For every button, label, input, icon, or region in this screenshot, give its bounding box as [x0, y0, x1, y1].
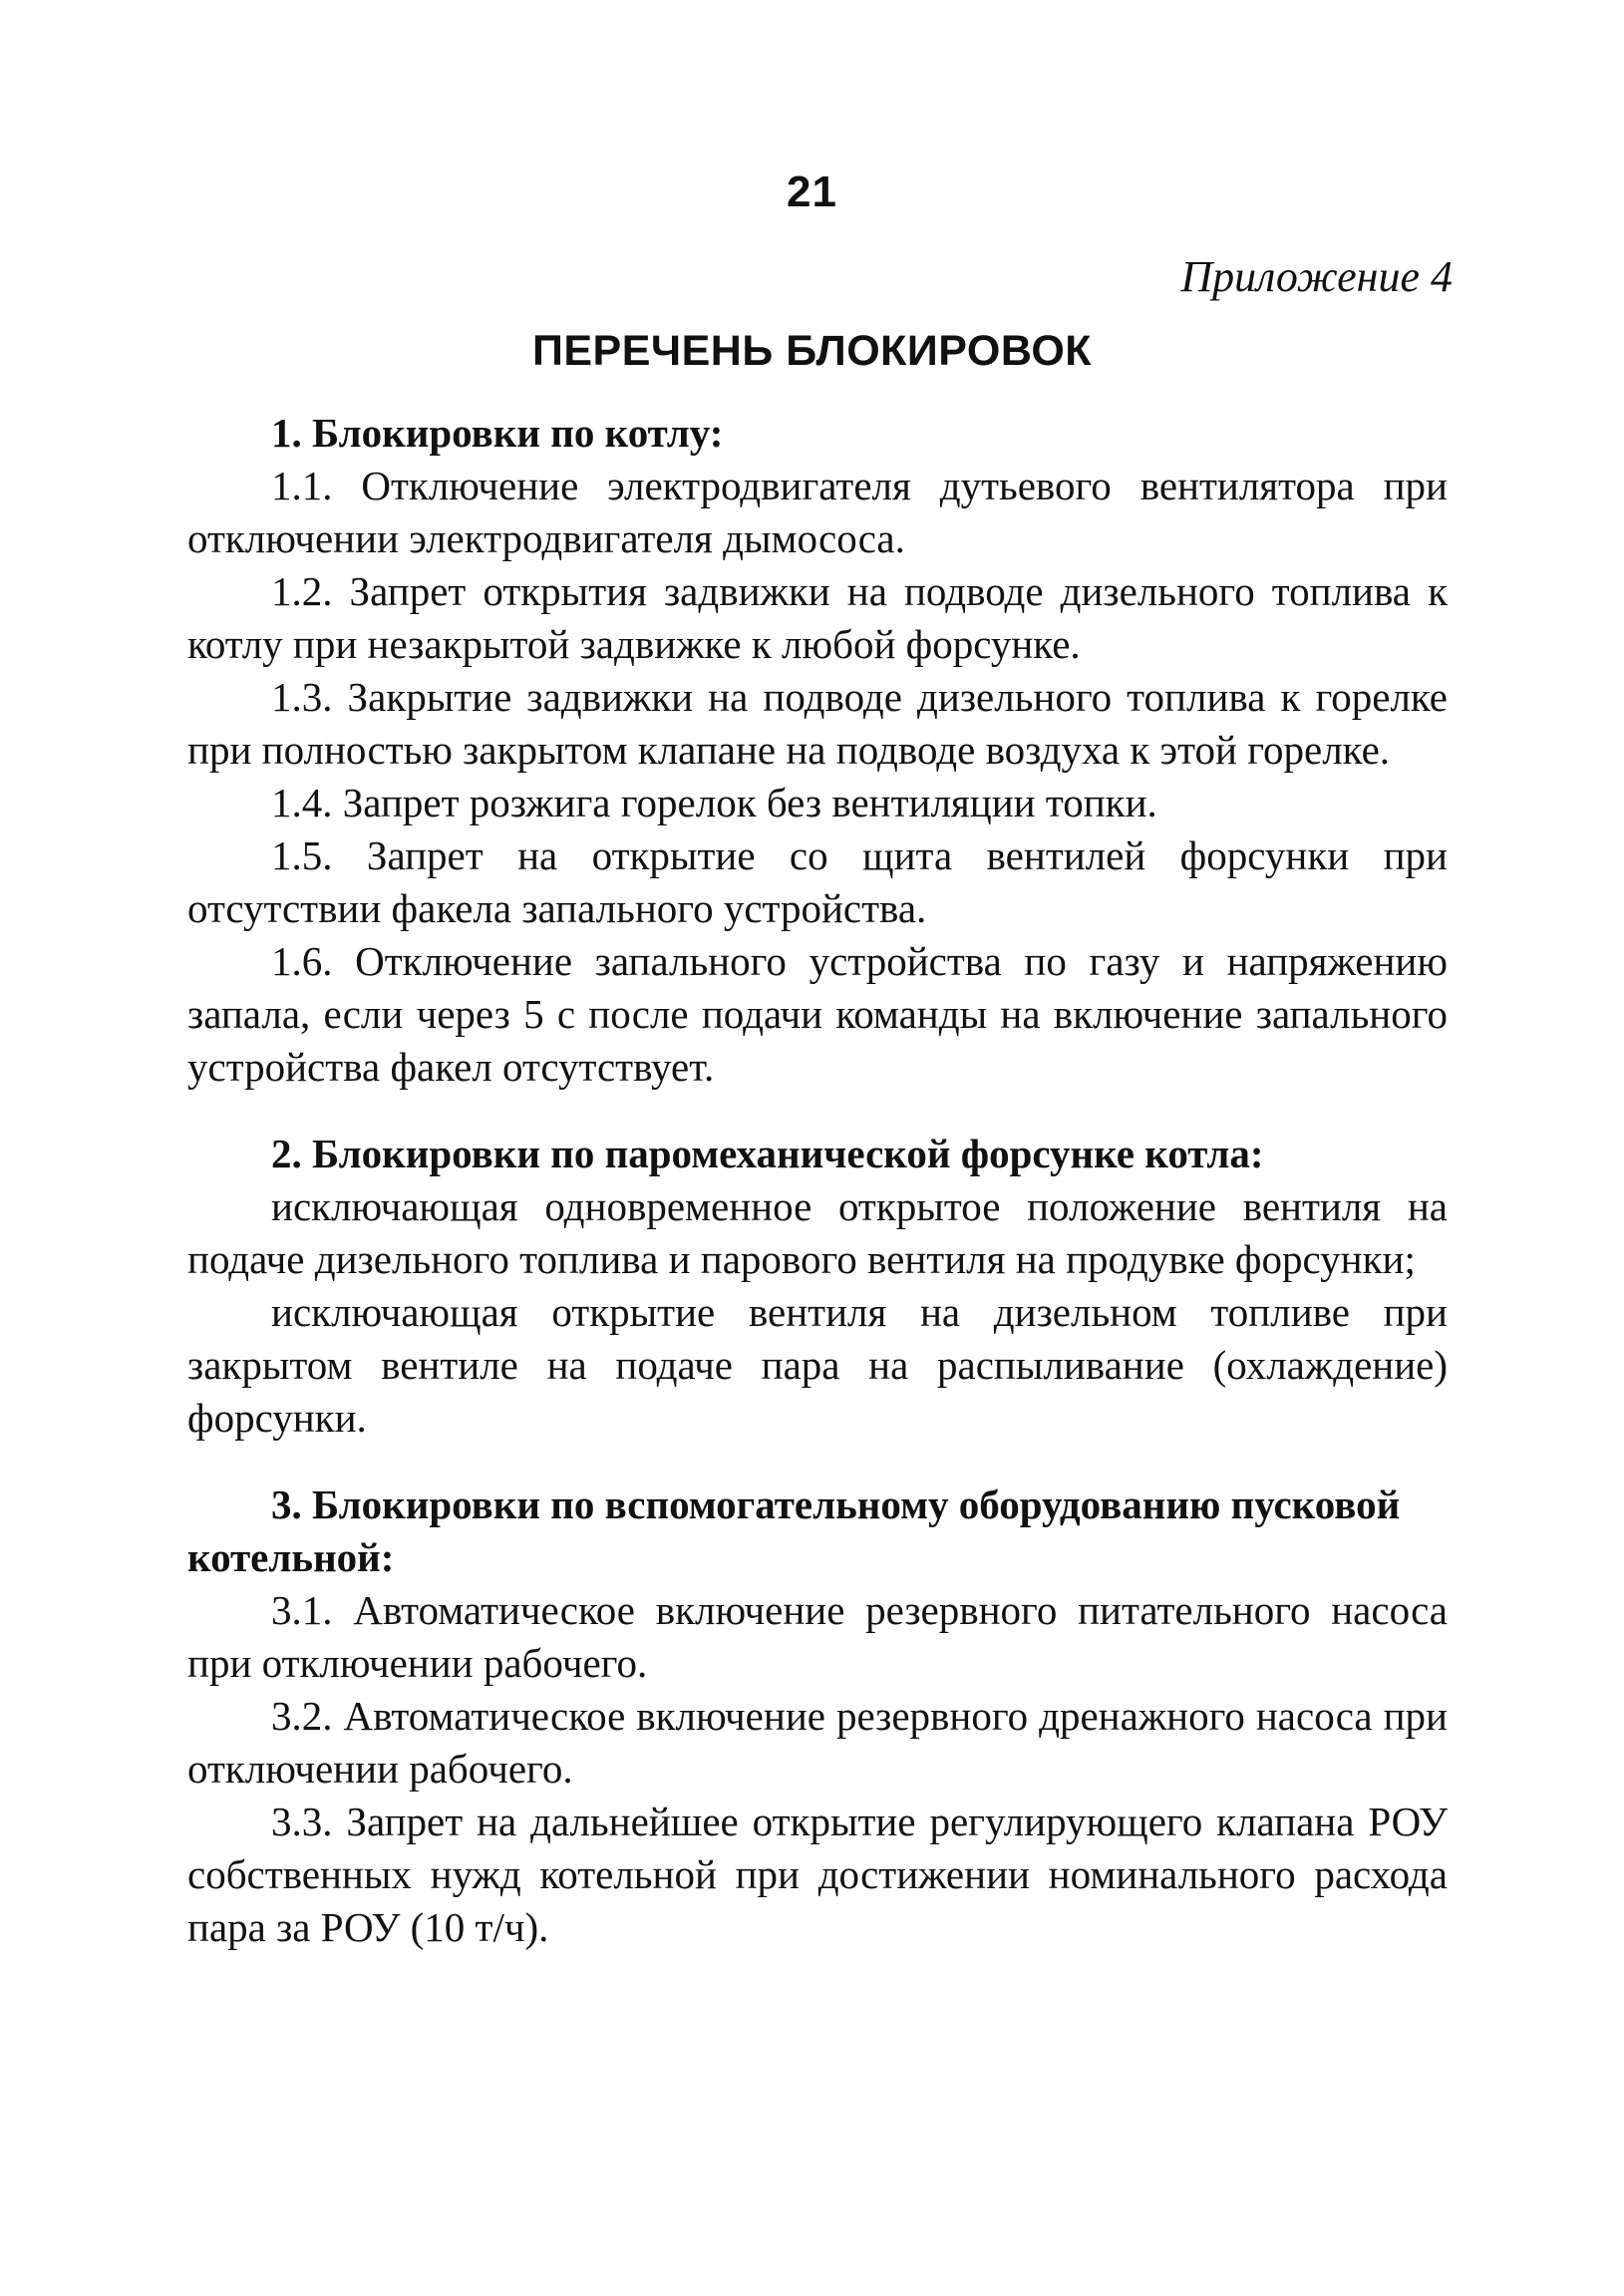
- list-item: 1.6. Отключение запального устройства по газу и напряжению запала, если через 5 с после подачи команды на включение запального устройства факел отсутствует.: [187, 938, 1448, 1090]
- document-body: [187, 407, 1448, 1954]
- section-heading: 2. Блокировки по паромеханической форсунке котла:: [271, 1131, 1264, 1176]
- list-item: 3.3. Запрет на дальнейшее открытие регулирующего клапана РОУ собственных нужд котельной при достижении номинального расхода пара за РОУ (10 т/ч).: [187, 1799, 1448, 1950]
- section-heading: 1. Блокировки по котлу:: [271, 410, 724, 456]
- list-item: 1.4. Запрет розжига горелок без вентиляции топки.: [271, 780, 1157, 825]
- list-item: 3.1. Автоматическое включение резервного питательного насоса при отключении рабочего.: [187, 1587, 1448, 1686]
- list-item: исключающая одновременное открытое положение вентиля на подаче дизельного топлива и парового вентиля на продувке форсунки;: [187, 1183, 1448, 1282]
- appendix-label: Приложение 4: [1180, 252, 1453, 301]
- document-title: ПЕРЕЧЕНЬ БЛОКИРОВОК: [531, 327, 1093, 375]
- list-item: исключающая открытие вентиля на дизельном топливе при закрытом вентиле на подаче пара на распыливание (охлаждение) форсунки.: [187, 1289, 1448, 1441]
- list-item: 1.2. Запрет открытия задвижки на подводе дизельного топлива к котлу при незакрытой задвижке к любой форсунке.: [187, 568, 1448, 667]
- section-gap: [187, 1094, 1448, 1128]
- list-item: 1.1. Отключение электродвигателя дутьевого вентилятора при отключении электродвигателя дымососа.: [187, 463, 1448, 561]
- list-item: 3.2. Автоматическое включение резервного дренажного насоса при отключении рабочего.: [187, 1693, 1448, 1792]
- section-gap: [187, 1445, 1448, 1478]
- list-item: 1.5. Запрет на открытие со щита вентилей форсунки при отсутствии факела запального устройства.: [187, 832, 1448, 931]
- list-item: 1.3. Закрытие задвижки на подводе дизельного топлива к горелке при полностью закрытом клапане на подводе воздуха к этой горелке.: [187, 674, 1448, 773]
- section-heading: 3. Блокировки по вспомогательному оборудованию пусковой котельной:: [187, 1481, 1401, 1580]
- page-number: 21: [787, 167, 837, 216]
